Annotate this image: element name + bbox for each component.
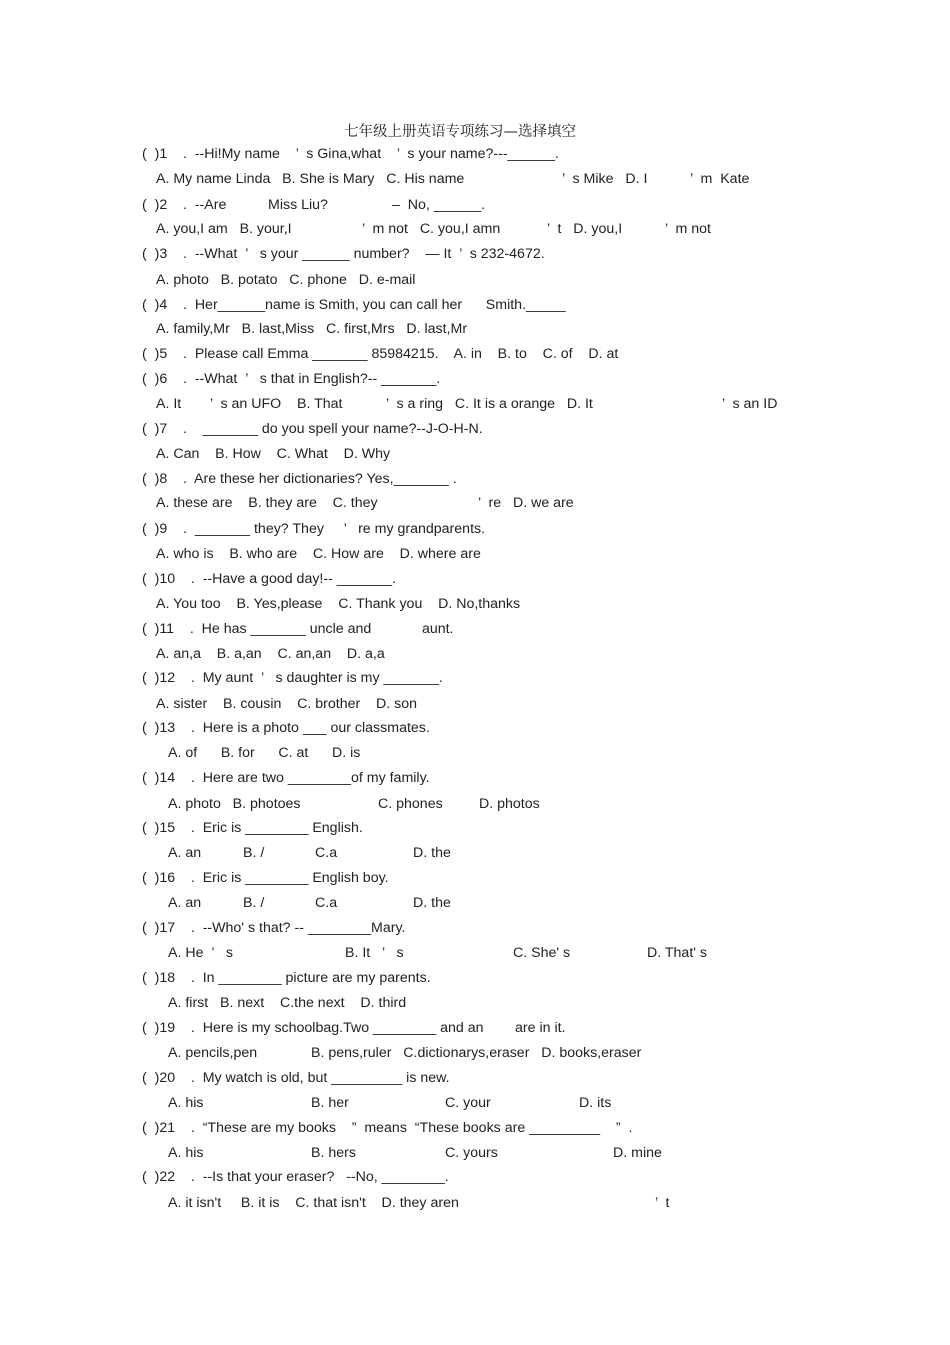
option-text: A. his <box>168 1145 204 1161</box>
option-text: C.a <box>315 895 338 911</box>
option-text: ’ t D. you,I <box>547 221 623 237</box>
question-text: ( )5 . Please call Emma _______ 85984215. A. in B. to C. of D. at <box>142 346 619 362</box>
option-text: ’ re D. we are <box>478 495 574 511</box>
question-text: ( )19 . Here is my schoolbag.Two ________ and an are in it. <box>142 1020 582 1036</box>
option-text: B. hers <box>311 1145 356 1161</box>
option-text: C. phones <box>378 796 443 812</box>
option-text: A. first B. next C.the next D. third <box>168 995 407 1011</box>
question-text: ( )20 . My watch is old, but _________ is new. <box>142 1070 450 1086</box>
question-text: ( )7 . _______ do you spell your name?--J-O-H-N. <box>142 421 483 437</box>
page-title: 七年级上册英语专项练习—选择填空 <box>344 124 576 140</box>
question-text: ( )21 . “These are my books ” means “These books are _________ ” . <box>142 1120 633 1136</box>
option-text: C. She' s <box>513 945 571 961</box>
option-text: A. pencils,pen <box>168 1045 258 1061</box>
option-text: ’ t <box>655 1195 670 1211</box>
option-text: C. yours <box>445 1145 498 1161</box>
option-text: A. photo B. photoes <box>168 796 301 812</box>
option-text: A. an <box>168 845 202 861</box>
option-text: ’ s Mike D. I <box>562 171 648 187</box>
option-text: A. You too B. Yes,please C. Thank you D. No,thanks <box>156 596 521 612</box>
option-text: ’ s a ring C. It is a orange D. It <box>386 396 593 412</box>
option-text: B. her <box>311 1095 349 1111</box>
option-text: B. pens,ruler C.dictionarys,eraser D. books,eraser <box>311 1045 642 1061</box>
option-text: B. / <box>243 845 265 861</box>
question-text: ( )14 . Here are two ________of my family. <box>142 770 430 786</box>
option-text: A. My name Linda B. She is Mary C. His name <box>156 171 465 187</box>
option-text: A. these are B. they are C. they <box>156 495 378 511</box>
question-text: ( )16 . Eric is ________ English boy. <box>142 870 389 886</box>
option-text: ’ m not C. you,I amn <box>362 221 501 237</box>
question-text: ( )18 . In ________ picture are my parents. <box>142 970 431 986</box>
option-text: D. That' s <box>647 945 708 961</box>
option-text: D. its <box>579 1095 612 1111</box>
option-text: A. who is B. who are C. How are D. where are <box>156 546 481 562</box>
option-text: D. the <box>413 845 451 861</box>
question-text: ( )6 . --What ’ s that in English?-- _______. <box>142 371 441 387</box>
option-text: A. of B. for C. at D. is <box>168 745 361 761</box>
option-text: A. family,Mr B. last,Miss C. first,Mrs D. last,Mr <box>156 321 468 337</box>
question-text: ( )15 . Eric is ________ English. <box>142 820 363 836</box>
option-text: B. It ’ s <box>345 945 404 961</box>
option-text: C. your <box>445 1095 491 1111</box>
option-text: A. an <box>168 895 202 911</box>
option-text: ’ s an ID <box>722 396 778 412</box>
question-text: ( )17 . --Who' s that? -- ________Mary. <box>142 920 406 936</box>
option-text: A. you,I am B. your,I <box>156 221 292 237</box>
option-text: A. He ’ s <box>168 945 233 961</box>
option-text: C.a <box>315 845 338 861</box>
option-text: A. it isn't B. it is C. that isn't D. they aren <box>168 1195 459 1211</box>
question-text: ( )9 . _______ they? They ’ re my grandparents. <box>142 521 486 537</box>
option-text: ’ m Kate <box>690 171 750 187</box>
option-text: A. Can B. How C. What D. Why <box>156 446 391 462</box>
question-text: ( )22 . --Is that your eraser? --No, ________. <box>142 1169 449 1185</box>
question-text: ( )13 . Here is a photo ___ our classmates. <box>142 720 430 736</box>
option-text: D. mine <box>613 1145 662 1161</box>
option-text: ’ s an UFO B. That <box>210 396 343 412</box>
question-text: Miss Liu? <box>268 197 328 213</box>
option-text: A. photo B. potato C. phone D. e-mail <box>156 272 416 288</box>
option-text: D. the <box>413 895 451 911</box>
question-text: ( )10 . --Have a good day!-- _______. <box>142 571 396 587</box>
option-text: A. his <box>168 1095 204 1111</box>
option-text: D. photos <box>479 796 540 812</box>
option-text: B. / <box>243 895 265 911</box>
question-text: ( )2 . --Are <box>142 197 247 213</box>
question-text: ( )8 . Are these her dictionaries? Yes,_______ . <box>142 471 457 487</box>
option-text: A. It <box>156 396 182 412</box>
question-text: aunt. <box>418 621 470 637</box>
question-text: ( )11 . He has _______ uncle and <box>142 621 372 637</box>
option-text: A. sister B. cousin C. brother D. son <box>156 696 417 712</box>
option-text: A. an,a B. a,an C. an,an D. a,a <box>156 646 385 662</box>
question-text: ( )1 . --Hi!My name ’ s Gina,what ’ s your name?---______. <box>142 146 559 162</box>
question-text: ( )4 . Her______name is Smith, you can call her Smith._____ <box>142 297 566 313</box>
option-text: ’ m not <box>665 221 711 237</box>
question-text: – No, ______. <box>392 197 486 213</box>
question-text: ( )12 . My aunt ’ s daughter is my _______. <box>142 670 443 686</box>
question-text: ( )3 . --What ’ s your ______ number? — It ’ s 232-4672. <box>142 246 545 262</box>
